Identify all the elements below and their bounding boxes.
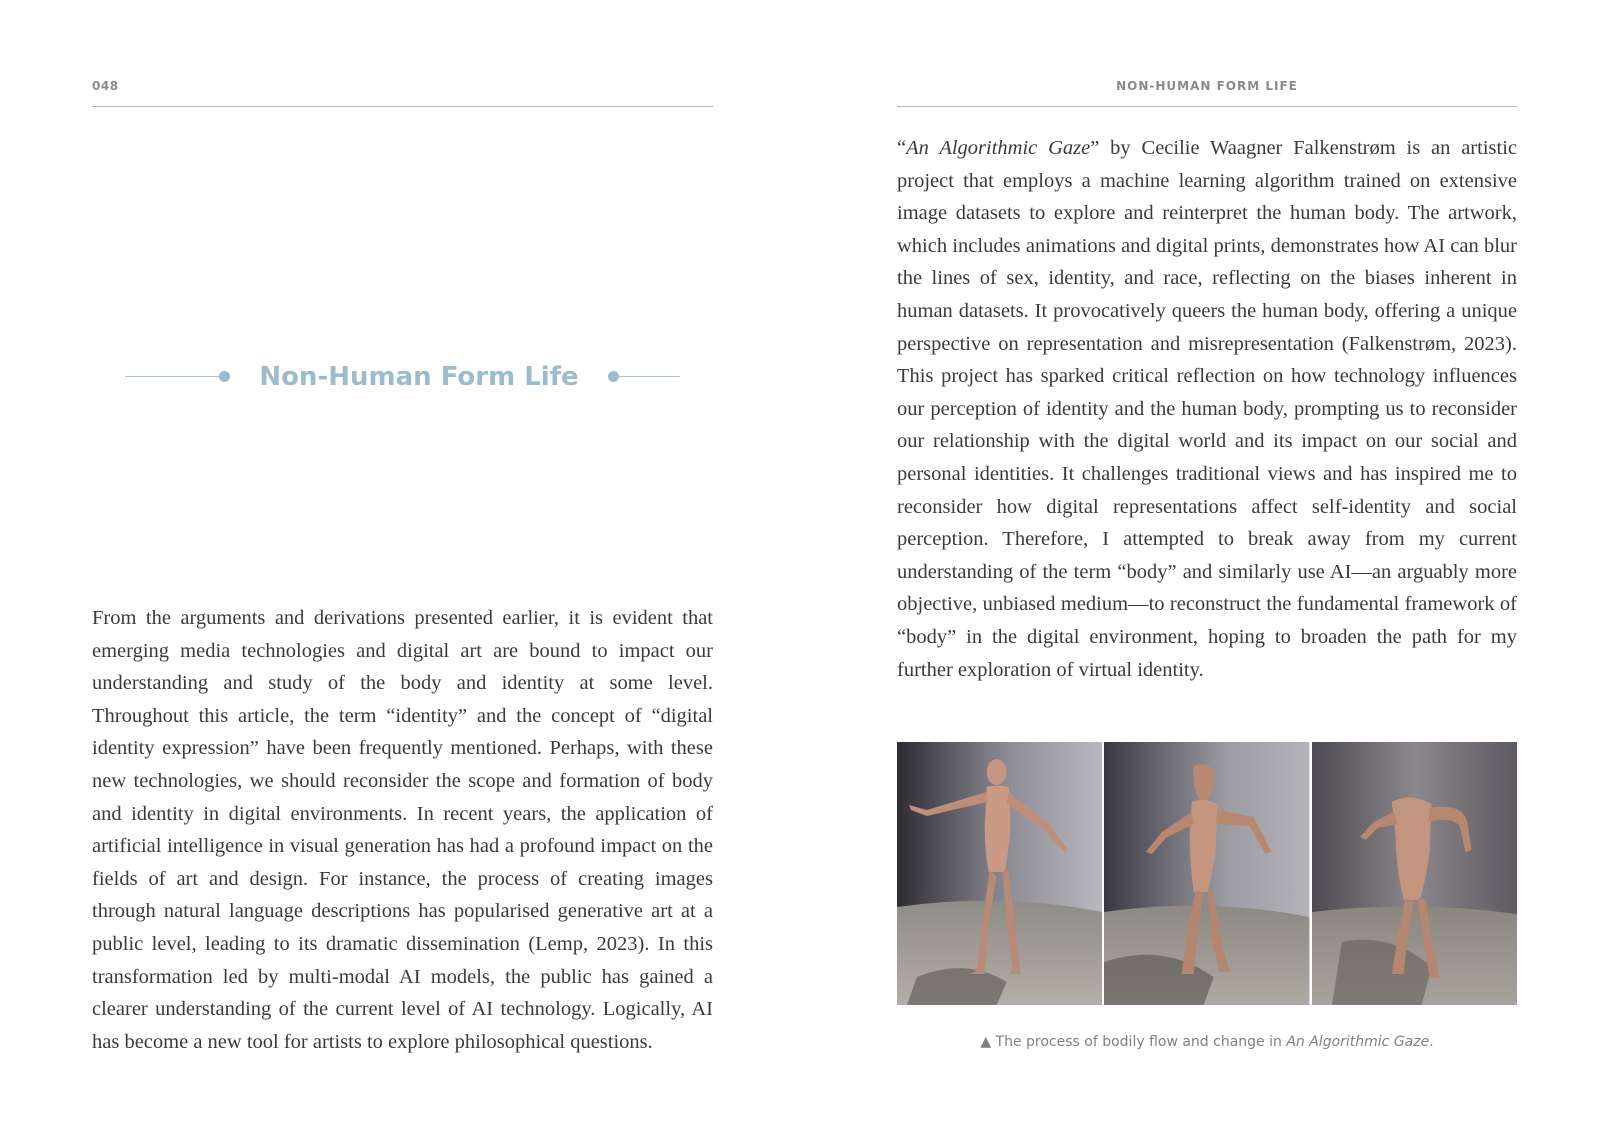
caption-prefix: ▲ The process of bodily flow and change in <box>980 1034 1287 1050</box>
right-page <box>897 0 1517 1135</box>
figure-photo-3 <box>1312 742 1517 1005</box>
caption-suffix: . <box>1429 1034 1434 1050</box>
artwork-title: An Algorithmic Gaze <box>906 137 1091 159</box>
title-line-left <box>125 376 221 377</box>
header-rule <box>897 106 1517 107</box>
page-number: 048 <box>92 79 119 93</box>
figure-panel-3 <box>1312 742 1517 1005</box>
figure-caption <box>897 1034 1517 1050</box>
left-page <box>92 0 713 1135</box>
title-line-right <box>611 376 680 377</box>
title-dot-left <box>219 371 230 382</box>
left-body-paragraph: From the arguments and derivations presented earlier, it is evident that emerging media technologies and digital art are bound to impact our understanding and study of the body and identity at some level. Throughout this article, the term “identity” and the concept of “digital identity expression” have been frequently mentioned. Perhaps, with these new technologies, we should reconsider the scope and formation of body and identity in digital environments. In recent years, the application of artificial intelligence in visual generation has had a profound impact on the fields of art and design. For instance, the process of creating images through natural language descriptions has popularised generative art at a public level, leading to its dramatic dissemination (Lemp, 2023). In this transformation led by multi-modal AI models, the public has gained a clearer understanding of the current level of AI technology. Logically, AI has become a new tool for artists to explore philosophical questions. <box>92 607 713 1053</box>
open-quote: “ <box>897 137 907 159</box>
header-rule <box>92 106 713 107</box>
figure-panel-1 <box>897 742 1102 1005</box>
caption-artwork-title: An Algorithmic Gaze <box>1286 1034 1430 1050</box>
right-body-paragraph <box>897 132 1517 686</box>
right-body-text: ” by Cecilie Waagner Falkenstrøm is an artistic project that employs a machine learning algorithm trained on extensive image datasets to explore and reinterpret the human body. The artwork, which includes animations and digital prints, demonstrates how AI can blur the lines of sex, identity, and race, reflecting on the biases inherent in human datasets. It provocatively queers the human body, offering a unique perspective on representation and misrepresentation (Falkenstrøm, 2023). This project has sparked critical reflection on how technology influences our perception of identity and the human body, prompting us to reconsider our relationship with the digital world and its impact on our social and personal identities. It challenges traditional views and has inspired me to reconsider how digital representations affect self-identity and social perception. Therefore, I attempted to break away from my current understanding of the term “body” and similarly use AI—an arguably more objective, unbiased medium—to reconstruct the fundamental framework of “body” in the digital environment, hoping to broaden the path for my further exploration of virtual identity. <box>897 137 1517 681</box>
figure-triptych <box>897 742 1517 1005</box>
section-title-ornament <box>125 358 680 396</box>
figure-panel-2 <box>1104 742 1309 1005</box>
figure-photo-2 <box>1104 742 1309 1005</box>
running-head: NON-HUMAN FORM LIFE <box>1116 79 1298 93</box>
figure-photo-1 <box>897 742 1102 1005</box>
section-title: Non-Human Form Life <box>259 362 579 392</box>
